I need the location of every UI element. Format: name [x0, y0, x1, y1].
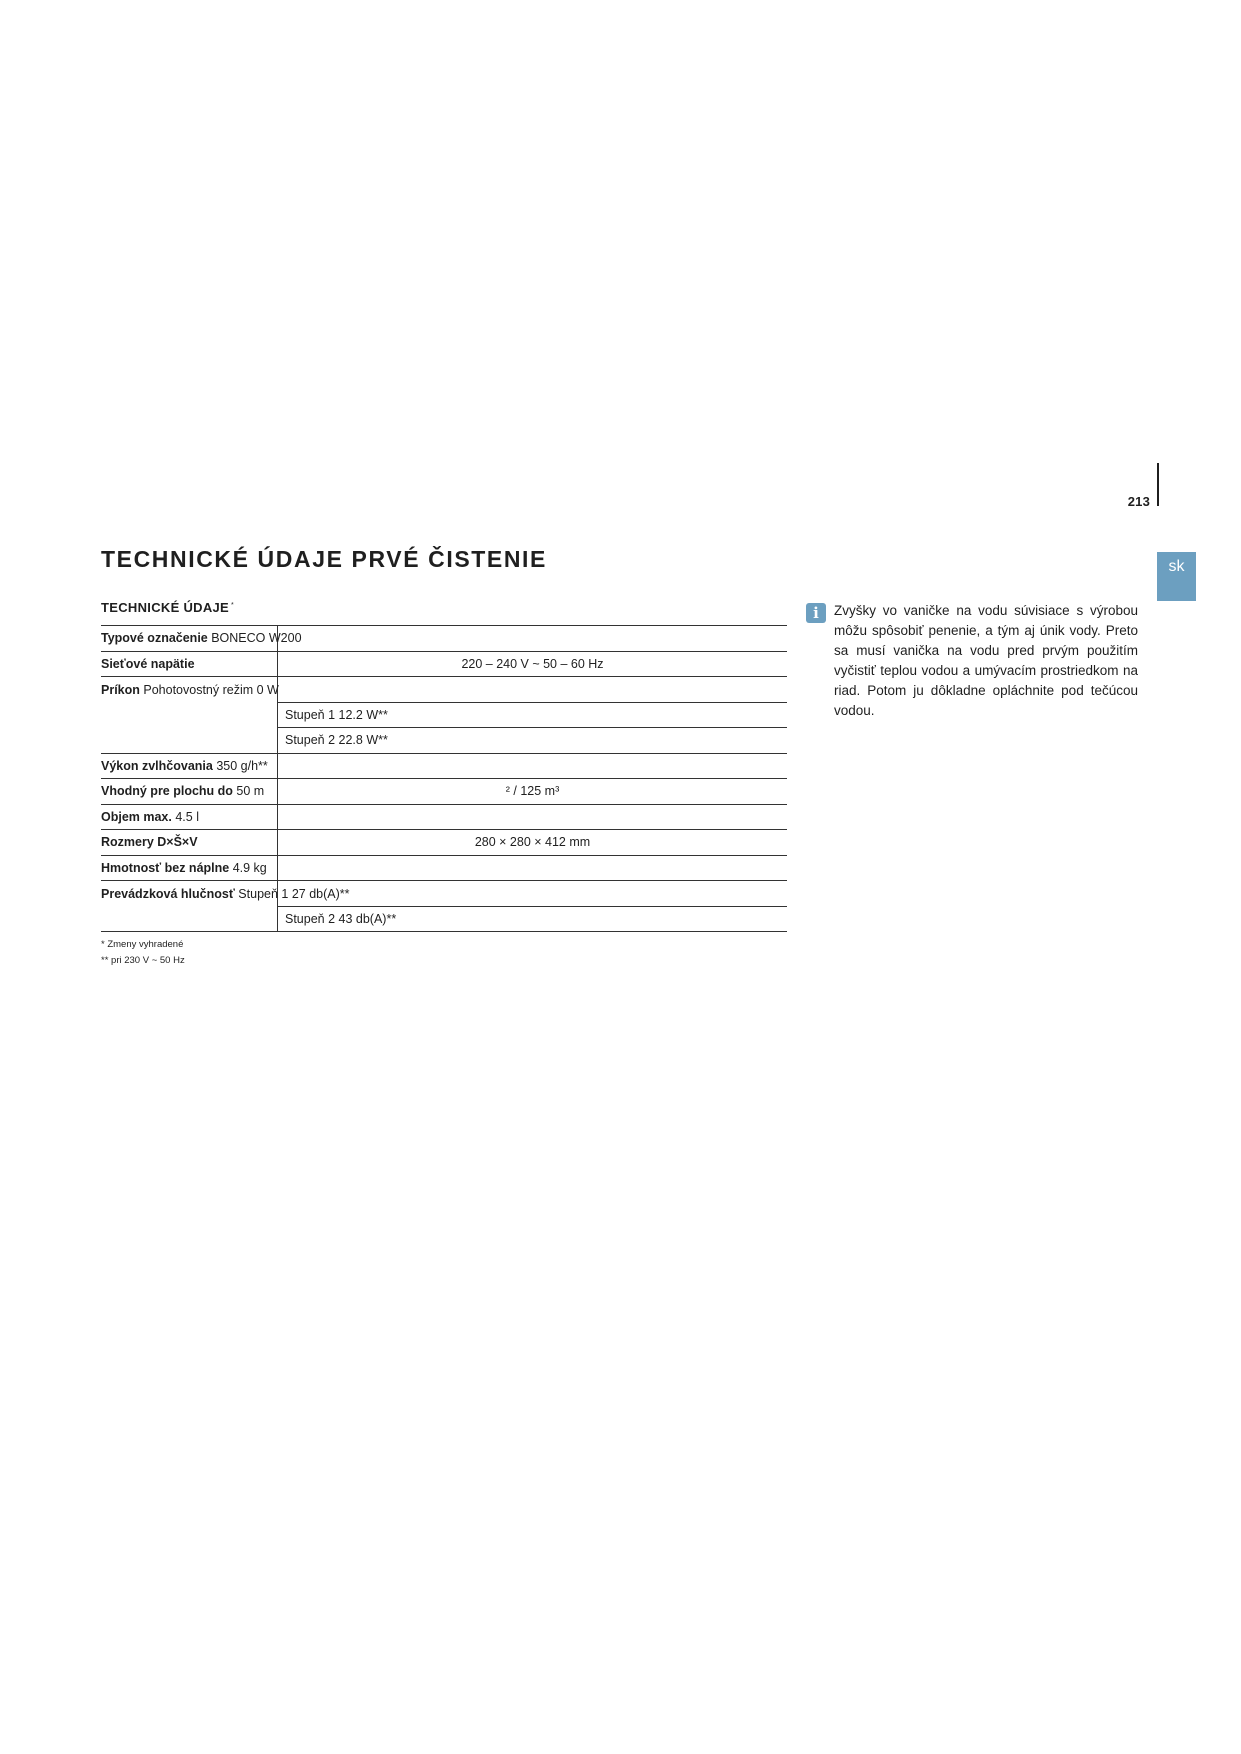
row-label	[101, 626, 302, 652]
row-label-rest: 350 g/h**	[212, 758, 268, 773]
table-row	[101, 830, 787, 856]
row-label-bold: Výkon zvlhčovania	[101, 758, 213, 773]
table-row	[101, 804, 787, 830]
row-value: Stupeň 2 22.8 W**	[278, 728, 788, 754]
page-number: 213	[1127, 494, 1150, 509]
row-label-bold: Prevádzková hlučnosť	[101, 886, 235, 901]
row-label-rest: BONECO W200	[207, 631, 302, 646]
table-row	[101, 728, 787, 754]
row-label	[101, 702, 278, 728]
footnote: * Zmeny vyhradené	[101, 939, 184, 950]
row-label-bold: Vhodný pre plochu do	[101, 784, 233, 799]
row-value: Stupeň 2 43 db(A)**	[278, 906, 788, 932]
technical-data-table	[101, 625, 787, 932]
row-label	[101, 804, 278, 830]
table-row	[101, 651, 787, 677]
section-title-text: TECHNICKÉ ÚDAJE	[101, 600, 230, 615]
row-label	[101, 728, 278, 754]
row-label-bold: Sieťové napätie	[101, 656, 195, 671]
row-value	[278, 753, 788, 779]
section-title	[101, 600, 234, 615]
table-row	[101, 702, 787, 728]
table-row	[101, 677, 787, 703]
table-row	[101, 753, 787, 779]
language-tab[interactable]: sk	[1157, 552, 1196, 601]
row-label	[101, 753, 278, 779]
row-value	[278, 677, 788, 703]
row-label-bold: Príkon	[101, 682, 140, 697]
row-label-rest: 50 m	[232, 784, 265, 799]
row-value: ² / 125 m³	[278, 779, 788, 805]
table-row	[101, 906, 787, 932]
row-value	[278, 855, 788, 881]
row-value: Stupeň 1 12.2 W**	[278, 702, 788, 728]
row-label	[101, 677, 278, 703]
table-row	[101, 626, 787, 652]
row-label	[101, 830, 278, 856]
row-label	[101, 855, 278, 881]
row-label	[101, 881, 350, 907]
row-label	[101, 906, 278, 932]
row-label-bold: Rozmery D×Š×V	[101, 835, 198, 850]
info-icon: i	[806, 603, 826, 623]
section-title-marker: *	[231, 601, 235, 609]
row-label-bold: Typové označenie	[101, 631, 208, 646]
info-text: Zvyšky vo vaničke na vodu súvisiace s výrobou môžu spôsobiť penenie, a tým aj únik vody. Preto sa musí vanička na vodu pred prvým použitím vyčistiť teplou vodou a umývacím prostriedkom na riad. Potom ju dôkladne opláchnite pod tečúcou vodou.	[834, 603, 1138, 718]
table-row	[101, 855, 787, 881]
row-label	[101, 779, 278, 805]
row-value: 280 × 280 × 412 mm	[278, 830, 788, 856]
row-value	[278, 626, 788, 652]
page-title: TECHNICKÉ ÚDAJE PRVÉ ČISTENIE	[101, 546, 547, 572]
footnotes	[101, 937, 185, 969]
row-label-bold: Hmotnosť bez náplne	[101, 860, 230, 875]
row-label-rest: 4.5 l	[171, 809, 199, 824]
footnote: ** pri 230 V ~ 50 Hz	[101, 955, 185, 966]
row-label-rest: 4.9 kg	[229, 860, 267, 875]
table-row	[101, 779, 787, 805]
row-label-bold: Objem max.	[101, 809, 172, 824]
row-label-rest: Pohotovostný režim 0 W	[139, 682, 279, 697]
row-value	[278, 804, 788, 830]
row-label-rest: Stupeň 1 27 db(A)**	[234, 886, 350, 901]
row-label	[101, 651, 278, 677]
row-value: 220 – 240 V ~ 50 – 60 Hz	[278, 651, 788, 677]
table-row	[101, 881, 787, 907]
row-value	[278, 881, 788, 907]
page-number-rule	[1157, 463, 1159, 506]
